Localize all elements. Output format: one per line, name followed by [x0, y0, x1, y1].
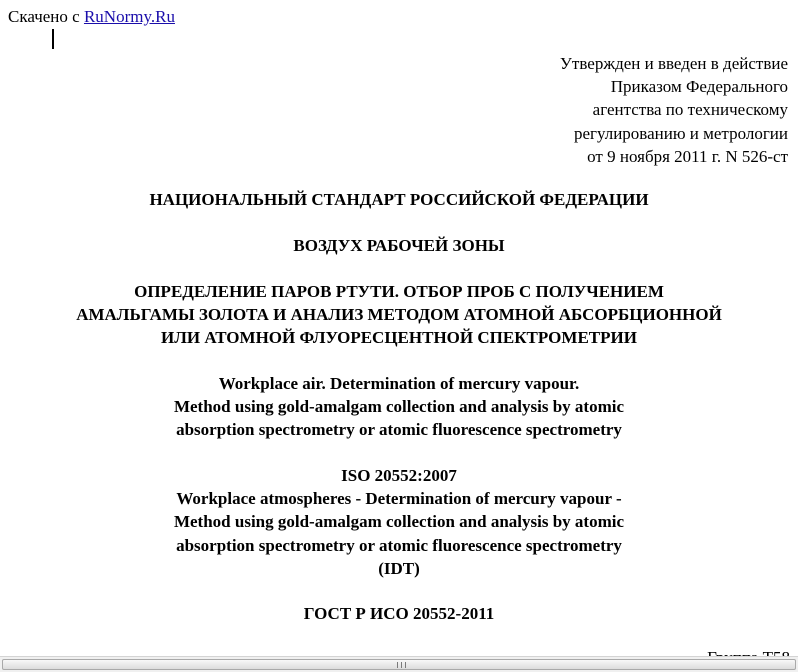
english-title-line: Method using gold-amalgam collection and analysis by atomic	[173, 397, 625, 417]
scrollbar-thumb[interactable]	[2, 659, 796, 670]
grip-icon	[397, 662, 406, 668]
approval-line: от 9 ноября 2011 г. N 526-ст	[587, 146, 788, 166]
russian-title-line: ОПРЕДЕЛЕНИЕ ПАРОВ РТУТИ. ОТБОР ПРОБ С ПОЛУЧЕНИЕМ	[134, 282, 664, 301]
approval-line: регулированию и метрологии	[573, 123, 788, 143]
source-line	[8, 7, 175, 27]
subject-heading	[0, 234, 798, 257]
gost-number-heading	[0, 602, 798, 625]
approval-line: агентства по техническому	[592, 100, 788, 120]
source-link[interactable]: RuNormy.Ru	[83, 7, 175, 26]
russian-title-line: АМАЛЬГАМЫ ЗОЛОТА И АНАЛИЗ МЕТОДОМ АТОМНОЙ АБСОРБЦИОННОЙ	[76, 305, 722, 325]
source-prefix: Скачено с	[8, 7, 84, 26]
text-cursor	[52, 29, 54, 49]
approval-line: Утвержден и введен в действие	[559, 54, 788, 73]
gost-number: ГОСТ Р ИСО 20552-2011	[303, 604, 495, 623]
iso-reference	[0, 464, 798, 580]
national-standard-label: НАЦИОНАЛЬНЫЙ СТАНДАРТ РОССИЙСКОЙ ФЕДЕРАЦИИ	[149, 190, 649, 209]
iso-line: ISO 20552:2007	[341, 466, 457, 485]
english-title	[0, 372, 798, 442]
iso-line: (IDT)	[378, 558, 420, 578]
iso-line: absorption spectrometry or atomic fluorescence spectrometry	[176, 535, 622, 555]
iso-line: Method using gold-amalgam collection and analysis by atomic	[173, 512, 625, 532]
approval-line: Приказом Федерального	[610, 77, 788, 97]
iso-line: Workplace atmospheres - Determination of mercury vapour -	[176, 489, 622, 509]
russian-title	[0, 280, 798, 350]
russian-title-line: ИЛИ АТОМНОЙ ФЛУОРЕСЦЕНТНОЙ СПЕКТРОМЕТРИИ	[161, 328, 637, 348]
subject-label: ВОЗДУХ РАБОЧЕЙ ЗОНЫ	[293, 236, 505, 255]
approval-block	[468, 52, 788, 168]
english-title-line: Workplace air. Determination of mercury vapour.	[218, 374, 580, 393]
national-standard-heading	[0, 188, 798, 211]
horizontal-scrollbar[interactable]	[0, 656, 798, 672]
english-title-line: absorption spectrometry or atomic fluorescence spectrometry	[176, 420, 622, 440]
